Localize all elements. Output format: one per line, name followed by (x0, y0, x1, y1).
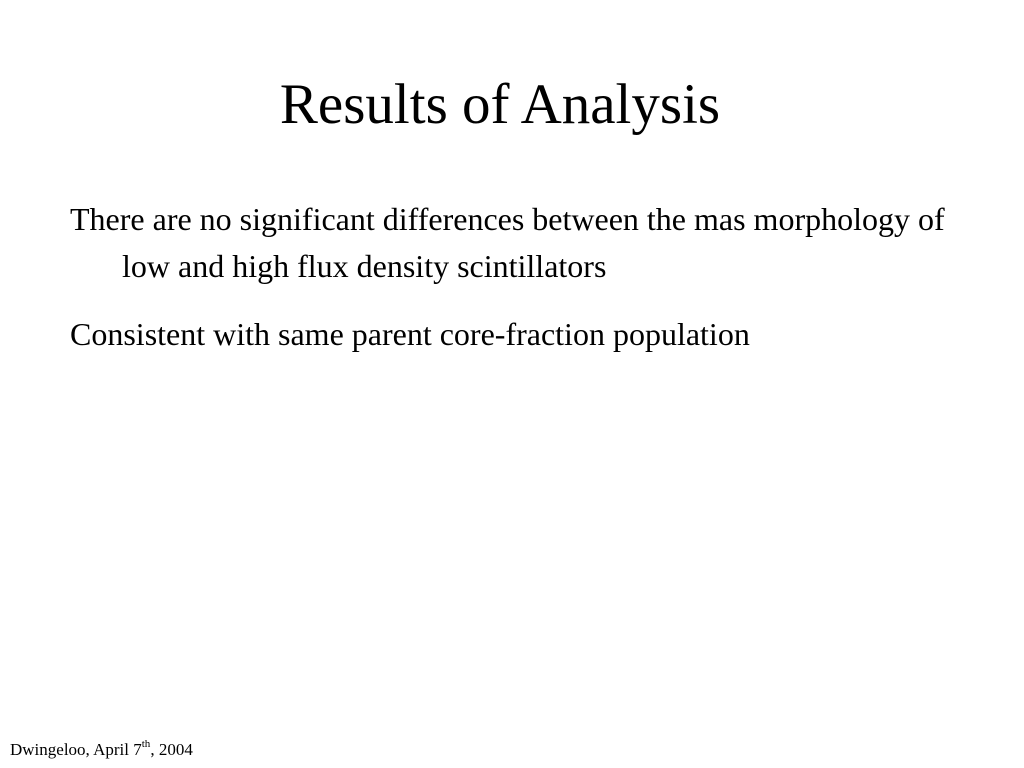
bullet-item: Consistent with same parent core-fraction population (70, 316, 750, 352)
bullet-item: There are no significant differences between the mas morphology of low and high flux density scintillators (70, 201, 945, 284)
footer-ordinal-suffix: th (141, 738, 151, 751)
slide-footer (10, 738, 193, 762)
bullet-list (70, 196, 950, 379)
slide-title: Results of Analysis (279, 73, 721, 136)
footer-year: , 2004 (150, 740, 193, 759)
footer-date-prefix: Dwingeloo, April 7 (10, 740, 142, 759)
